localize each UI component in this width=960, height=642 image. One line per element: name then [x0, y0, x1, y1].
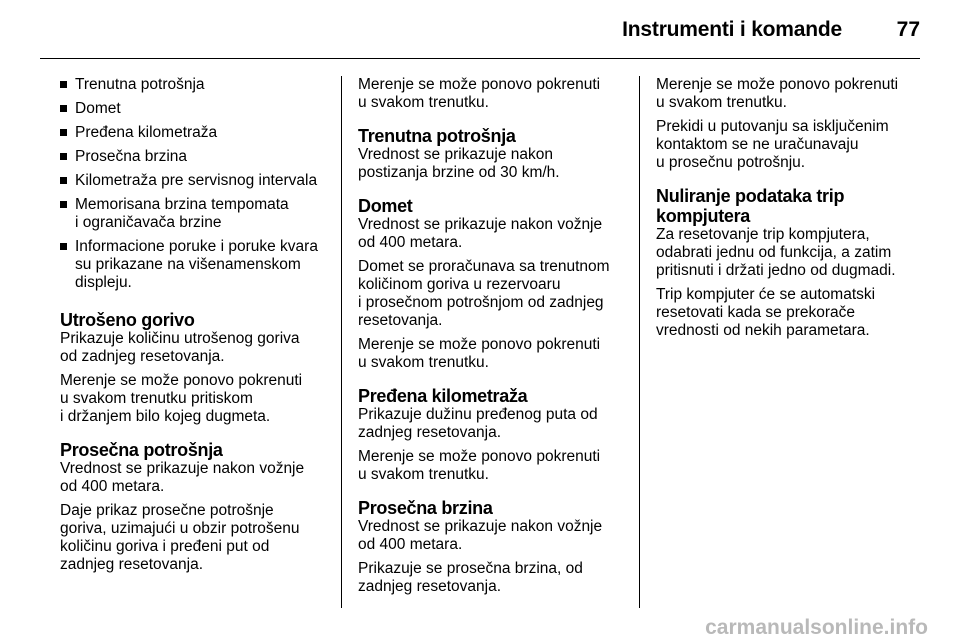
paragraph: Za resetovanje trip kompjutera, odabrati jednu od funkcija, a zatim pritisnuti i držati jedno od dugmadi. [656, 226, 896, 279]
paragraph: Vrednost se prikazuje nakon vožnje od 400 metara. [358, 518, 603, 553]
section-heading: Nuliranje podataka trip kompjutera [656, 186, 845, 226]
column-divider [341, 76, 342, 608]
section-fuel-used [60, 310, 330, 426]
section-range [358, 196, 630, 372]
paragraph: Merenje se može ponovo pokrenuti u svakom trenutku. [358, 76, 601, 111]
section-reset-trip-computer [656, 186, 921, 340]
page-number: 77 [896, 18, 920, 41]
column-2 [358, 76, 630, 602]
list-item: Kilometraža pre servisnog intervala [60, 172, 330, 190]
paragraph: Vrednost se prikazuje nakon vožnje od 400 metara. [60, 460, 305, 495]
section-average-consumption [60, 440, 330, 574]
paragraph: Prekidi u putovanju sa isključenim kontaktom se ne uračunavaju u prosečnu potrošnju. [656, 118, 889, 171]
square-bullet-icon [60, 201, 67, 208]
paragraph: Daje prikaz prosečne potrošnje goriva, uzimajući u obzir potrošenu količinu goriva i pređeni put od zadnjeg resetovanja. [60, 502, 300, 573]
section-heading: Utrošeno gorivo [60, 310, 195, 330]
page-header [0, 18, 960, 48]
section-average-speed [358, 498, 630, 596]
column-divider [639, 76, 640, 608]
paragraph: Domet se proračunava sa trenutnom količinom goriva u rezervoaru i prosečnom potrošnjom od zadnjeg resetovanja. [358, 258, 610, 329]
column-3 [656, 76, 921, 346]
section-heading: Pređena kilometraža [358, 386, 528, 406]
section-instant-consumption [358, 126, 630, 182]
section-heading: Prosečna brzina [358, 498, 493, 518]
square-bullet-icon [60, 153, 67, 160]
page-title: Instrumenti i komande [622, 18, 842, 41]
square-bullet-icon [60, 129, 67, 136]
list-item: Domet [60, 100, 330, 118]
paragraph: Prikazuje se prosečna brzina, od zadnjeg resetovanja. [358, 560, 583, 595]
header-divider [40, 58, 920, 59]
list-item: Trenutna potrošnja [60, 76, 330, 94]
paragraph: Trip kompjuter će se automatski resetovati kada se prekorače vrednosti od nekih parametara. [656, 286, 876, 339]
paragraph: Merenje se može ponovo pokrenuti u svakom trenutku pritiskom i držanjem bilo kojeg dugmeta. [60, 372, 303, 425]
list-item: Informacione poruke i poruke kvara su prikazane na višenamenskom displeju. [60, 238, 330, 292]
section-heading: Domet [358, 196, 413, 216]
section-distance [358, 386, 630, 484]
paragraph: Prikazuje dužinu pređenog puta od zadnjeg resetovanja. [358, 406, 598, 441]
column-1 [60, 76, 330, 580]
square-bullet-icon [60, 105, 67, 112]
list-item: Prosečna brzina [60, 148, 330, 166]
paragraph: Merenje se može ponovo pokrenuti u svakom trenutku. [358, 448, 601, 483]
watermark: carmanualsonline.info [705, 616, 928, 639]
list-item: Memorisana brzina tempomata i ograničavača brzine [60, 196, 330, 232]
section-heading: Prosečna potrošnja [60, 440, 223, 460]
square-bullet-icon [60, 81, 67, 88]
square-bullet-icon [60, 243, 67, 250]
list-item: Pređena kilometraža [60, 124, 330, 142]
section-heading: Trenutna potrošnja [358, 126, 516, 146]
paragraph: Merenje se može ponovo pokrenuti u svakom trenutku. [358, 336, 601, 371]
paragraph: Vrednost se prikazuje nakon postizanja brzine od 30 km/h. [358, 146, 560, 181]
paragraph: Merenje se može ponovo pokrenuti u svakom trenutku. [656, 76, 899, 111]
paragraph: Vrednost se prikazuje nakon vožnje od 400 metara. [358, 216, 603, 251]
paragraph: Prikazuje količinu utrošenog goriva od zadnjeg resetovanja. [60, 330, 300, 365]
square-bullet-icon [60, 177, 67, 184]
bullet-list [60, 76, 330, 292]
